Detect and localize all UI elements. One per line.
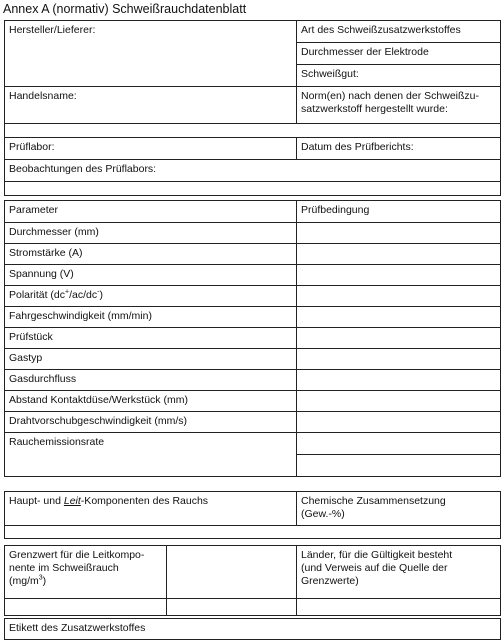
param-row-current: Stromstärke (A) (4, 243, 297, 265)
param-row-travel-speed: Fahrgeschwindigkeit (mm/min) (4, 306, 297, 328)
test-condition-header: Prüfbedingung (296, 200, 501, 223)
limit-value-cell: Grenzwert für die Leitkompo- nente im Schweißrauch $(mg/m^3)$ (4, 545, 167, 599)
condition-cell (296, 222, 501, 244)
limit-value-entry (166, 545, 297, 599)
condition-cell (296, 264, 501, 286)
param-row-emission-rate: Rauchemissionsrate (4, 432, 297, 477)
condition-cell (296, 243, 501, 265)
condition-cell (296, 348, 501, 370)
condition-cell (296, 390, 501, 412)
condition-cell (296, 432, 501, 455)
chemical-composition-cell: Chemische Zusammensetzung (Gew.-%) (296, 491, 501, 526)
spacer-row (4, 123, 501, 138)
report-date-cell: Datum des Prüfberichts: (296, 137, 501, 160)
param-row-test-piece: Prüfstück (4, 327, 297, 349)
limit-entry-row (4, 598, 167, 616)
standard-cell: Norm(en) nach denen der Schweißzu- satzwerkstoff hergestellt wurde: (296, 86, 501, 124)
param-row-polarity: Polarität (dc+/ac/dc-) (4, 285, 297, 307)
condition-cell (296, 327, 501, 349)
consumable-type-cell: Art des Schweißzusatzwerkstoffes (296, 20, 501, 43)
spacer-row (4, 181, 501, 196)
condition-cell (296, 411, 501, 433)
condition-cell (296, 306, 501, 328)
condition-cell (296, 369, 501, 391)
observations-cell: Beobachtungen des Prüflabors: (4, 159, 501, 182)
test-lab-cell: Prüflabor: (4, 137, 297, 160)
fume-components-cell: Haupt- und Leit-Komponenten des Rauchs (4, 491, 297, 526)
limit-entry-row (296, 598, 501, 616)
weld-metal-cell: Schweißgut: (296, 64, 501, 87)
param-row-wire-feed: Drahtvorschubgeschwindigkeit (mm/s) (4, 411, 297, 433)
consumable-label-cell: Etikett des Zusatzwerkstoffes (4, 618, 501, 640)
param-row-diameter: Durchmesser (mm) (4, 222, 297, 244)
param-row-nozzle-distance: Abstand Kontaktdüse/Werkstück (mm) (4, 390, 297, 412)
page-title: Annex A (normativ) Schweißrauchdatenblatt (3, 2, 247, 16)
condition-cell (296, 454, 501, 477)
countries-cell: Länder, für die Gültigkeit besteht (und Verweis auf die Quelle der Grenzwerte) (296, 545, 501, 599)
param-row-voltage: Spannung (V) (4, 264, 297, 286)
electrode-diameter-cell: Durchmesser der Elektrode (296, 42, 501, 65)
manufacturer-cell: Hersteller/Lieferer: (4, 20, 297, 87)
spacer-row (4, 525, 501, 539)
param-row-gas-type: Gastyp (4, 348, 297, 370)
param-row-gas-flow: Gasdurchfluss (4, 369, 297, 391)
parameter-header: Parameter (4, 200, 297, 223)
condition-cell (296, 285, 501, 307)
trade-name-cell: Handelsname: (4, 86, 297, 124)
limit-entry-row (166, 598, 297, 616)
